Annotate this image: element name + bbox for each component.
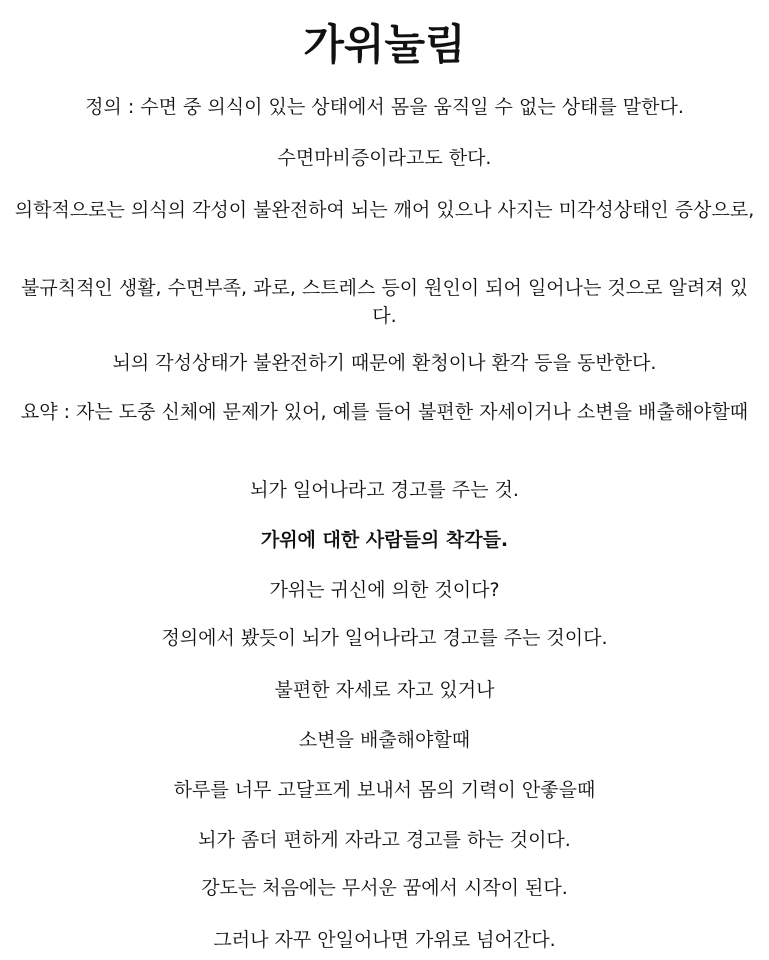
answer-line-2: 불편한 자세로 자고 있거나	[274, 679, 495, 701]
answer-line-7: 그러나 자꾸 안일어나면 가위로 넘어간다.	[213, 929, 556, 951]
document-title: 가위눌림	[303, 20, 466, 69]
definition-paragraph: 정의 : 수면 중 의식이 있는 상태에서 몸을 움직일 수 없는 상태를 말한다.	[85, 96, 684, 118]
symptoms-paragraph: 뇌의 각성상태가 불완전하기 때문에 환청이나 환각 등을 동반한다.	[112, 352, 657, 374]
medical-explanation-paragraph: 의학적으로는 의식의 각성이 불완전하여 뇌는 깨어 있으나 사지는 미각성상태인 증상으로,	[14, 199, 755, 221]
answer-line-6: 강도는 처음에는 무서운 꿈에서 시작이 된다.	[201, 877, 568, 899]
causes-paragraph: 불규칙적인 생활, 수면부족, 과로, 스트레스 등이 원인이 되어 일어나는 것으로 알려져 있다.	[21, 277, 748, 327]
summary-conclusion: 뇌가 일어나라고 경고를 주는 것.	[250, 479, 519, 501]
answer-line-4: 하루를 너무 고달프게 보내서 몸의 기력이 안좋을때	[173, 779, 596, 801]
summary-paragraph: 요약 : 자는 도중 신체에 문제가 있어, 예를 들어 불편한 자세이거나 소변을 배출해야할때	[20, 401, 749, 423]
misconception-question: 가위는 귀신에 의한 것이다?	[269, 579, 500, 601]
misconceptions-heading: 가위에 대한 사람들의 착각들.	[260, 529, 509, 551]
alias-paragraph: 수면마비증이라고도 한다.	[277, 147, 492, 169]
answer-line-5: 뇌가 좀더 편하게 자라고 경고를 하는 것이다.	[198, 829, 571, 851]
answer-line-1: 정의에서 봤듯이 뇌가 일어나라고 경고를 주는 것이다.	[161, 627, 608, 649]
answer-line-3: 소변을 배출해야할때	[298, 729, 471, 751]
